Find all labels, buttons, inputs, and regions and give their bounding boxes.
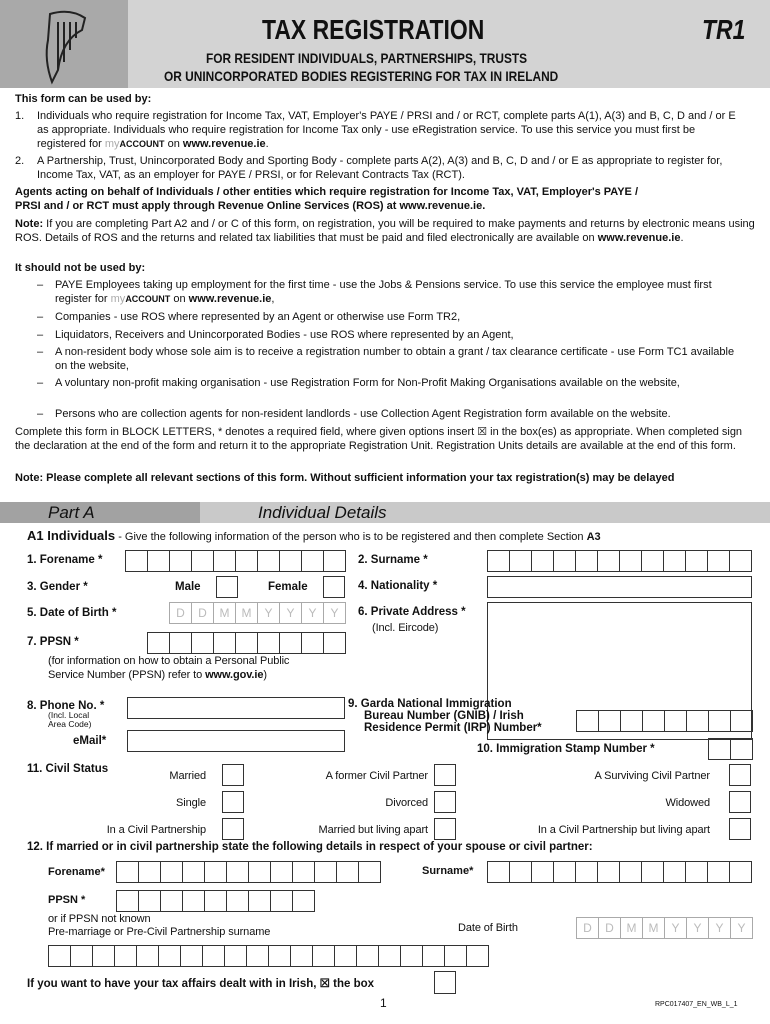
- gnib-line-2: Bureau Number (GNIB) / Irish: [364, 710, 524, 722]
- date-cell[interactable]: M: [621, 918, 643, 938]
- irish-checkbox[interactable]: [434, 971, 456, 994]
- part-label: Part A: [48, 503, 95, 522]
- date-cell[interactable]: D: [577, 918, 599, 938]
- civil-status-option-label: Divorced: [385, 797, 428, 809]
- character-cell[interactable]: [205, 891, 227, 911]
- instructions: Complete this form in BLOCK LETTERS, * denotes a required field, where given options insert ☒ in the box(es) as appropriate. When completed sign the declaration at the end of the form and return it to the appropriate Registration Unit. Registration Units details are available at the end of this form.: [15, 426, 743, 452]
- spouse-ppsn-input[interactable]: [116, 890, 315, 912]
- gnib-input[interactable]: [576, 710, 753, 732]
- ppsn-info-1: (for information on how to obtain a Personal Public: [48, 655, 290, 667]
- character-cell[interactable]: [161, 862, 183, 882]
- character-cell[interactable]: [598, 862, 620, 882]
- character-cell[interactable]: [170, 633, 192, 653]
- item-number: 1.: [15, 110, 25, 122]
- not-used-item-2: [37, 310, 745, 324]
- form-code: TR1: [702, 14, 746, 45]
- character-cell[interactable]: [708, 862, 730, 882]
- subtitle-line-2: OR UNINCORPORATED BODIES REGISTERING FOR TAX IN IRELAND: [164, 68, 559, 84]
- civil-status-checkbox[interactable]: [434, 764, 456, 786]
- character-cell[interactable]: [379, 946, 401, 966]
- item-text: A Partnership, Trust, Unincorporated Body and Sporting Body - complete parts A(2), A(3) and B, C, D and / or E as appropriate to register for, Income Tax, VAT, as an employer for PAYE / PRSI, or for Relevant Contracts Tax (RCT).: [37, 155, 723, 181]
- spouse-alt-1: or if PPSN not known: [48, 913, 151, 925]
- character-cell[interactable]: [665, 711, 687, 731]
- character-cell[interactable]: [620, 551, 642, 571]
- character-cell[interactable]: [247, 946, 269, 966]
- item-number: 2.: [15, 155, 25, 167]
- civil-status-option-label: A Surviving Civil Partner: [594, 770, 710, 782]
- item-text: Companies - use ROS where represented by an Agent or otherwise use Form TR2,: [55, 311, 461, 323]
- character-cell[interactable]: [236, 633, 258, 653]
- character-cell[interactable]: [324, 551, 346, 571]
- forename-input[interactable]: [125, 550, 346, 572]
- account-text: ACCOUNT: [125, 294, 171, 304]
- email-input[interactable]: [127, 730, 345, 752]
- part-a-label-bg: [0, 502, 200, 523]
- character-cell[interactable]: [423, 946, 445, 966]
- civil-status-checkbox[interactable]: [222, 818, 244, 840]
- used-by-heading: This form can be used by:: [15, 93, 152, 105]
- character-cell[interactable]: [488, 862, 510, 882]
- item-text: Individuals who require registration for Income Tax, VAT, Employer's PAYE / PRSI and / or RCT, complete parts A(1), A(3) and B, C, D and / or E as appropriate. Individuals who require registration for Income Tax only - use eRegistration service. To use this service you must first be registered for: [37, 110, 736, 150]
- comma: ,: [271, 293, 275, 305]
- not-used-item-5: [37, 376, 735, 390]
- email-label: eMail*: [73, 735, 107, 747]
- civil-status-option-label: Widowed: [665, 797, 710, 809]
- character-cell[interactable]: [467, 946, 489, 966]
- male-label: Male: [175, 581, 201, 593]
- character-cell[interactable]: [249, 862, 271, 882]
- character-cell[interactable]: [139, 891, 161, 911]
- character-cell[interactable]: [598, 551, 620, 571]
- date-cell[interactable]: Y: [302, 603, 324, 623]
- character-cell[interactable]: [293, 862, 315, 882]
- a1-section: A3: [586, 531, 601, 543]
- character-cell[interactable]: [126, 551, 148, 571]
- item-text: A non-resident body whose sole aim is to receive a registration number to obtain a grant / tax clearance certificate - use Form TC1 available on the website,: [55, 346, 735, 372]
- character-cell[interactable]: [258, 551, 280, 571]
- character-cell[interactable]: [664, 862, 686, 882]
- surname-label: 2. Surname *: [358, 554, 428, 566]
- date-cell[interactable]: Y: [258, 603, 280, 623]
- character-cell[interactable]: [302, 551, 324, 571]
- phone-note: [48, 711, 91, 729]
- phone-input[interactable]: [127, 697, 345, 719]
- not-used-item-3: [37, 328, 745, 342]
- character-cell[interactable]: [620, 862, 642, 882]
- civil-status-option-label: In a Civil Partnership: [106, 824, 206, 836]
- account-text: ACCOUNT: [119, 139, 165, 149]
- character-cell[interactable]: [708, 551, 730, 571]
- on-text: on: [164, 138, 183, 150]
- date-cell[interactable]: Y: [731, 918, 753, 938]
- character-cell[interactable]: [324, 633, 346, 653]
- item-text: Liquidators, Receivers and Unincorporated Bodies - use ROS where represented by an Agent,: [55, 329, 514, 341]
- character-cell[interactable]: [642, 551, 664, 571]
- character-cell[interactable]: [205, 862, 227, 882]
- character-cell[interactable]: [148, 633, 170, 653]
- ppsn-info-text: Service Number (PPSN) refer to: [48, 669, 206, 681]
- character-cell[interactable]: [730, 862, 752, 882]
- character-cell[interactable]: [577, 711, 599, 731]
- character-cell[interactable]: [488, 551, 510, 571]
- character-cell[interactable]: [709, 711, 731, 731]
- character-cell[interactable]: [532, 551, 554, 571]
- spouse-dob-label: Date of Birth: [458, 922, 518, 934]
- date-cell[interactable]: D: [170, 603, 192, 623]
- gnib-label: [348, 698, 542, 734]
- used-by-item-1: [15, 109, 742, 151]
- item-text: Persons who are collection agents for non-resident landlords - use Collection Agent Registration form available on the website.: [55, 408, 671, 420]
- character-cell[interactable]: [643, 711, 665, 731]
- dash: –: [37, 329, 44, 341]
- character-cell[interactable]: [731, 711, 753, 731]
- character-cell[interactable]: [139, 862, 161, 882]
- dot: .: [680, 232, 684, 244]
- form-reference-code: RPC017407_EN_WB_L_1: [655, 1001, 738, 1008]
- civil-status-checkbox[interactable]: [729, 818, 751, 840]
- not-used-item-4: [37, 345, 745, 373]
- character-cell[interactable]: [280, 633, 302, 653]
- civil-status-checkbox[interactable]: [729, 791, 751, 813]
- character-cell[interactable]: [445, 946, 467, 966]
- phone-note-1: (Incl. Local: [48, 710, 90, 720]
- form-title: TAX REGISTRATION: [262, 14, 485, 45]
- character-cell[interactable]: [686, 862, 708, 882]
- part-title: Individual Details: [258, 503, 387, 522]
- agents-notice: Agents acting on behalf of Individuals / other entities which require registration for Income Tax, VAT, Employer's PAYE / PRSI and / or RCT must apply through Revenue Online Services (ROS) at www.revenue.ie.: [15, 186, 639, 212]
- civil-status-option-label: In a Civil Partnership but living apart: [537, 824, 710, 836]
- character-cell[interactable]: [576, 551, 598, 571]
- dash: –: [37, 408, 44, 420]
- on-text: on: [170, 293, 189, 305]
- nationality-label: 4. Nationality *: [358, 580, 438, 592]
- stamp-label: 10. Immigration Stamp Number *: [477, 743, 655, 755]
- character-cell[interactable]: [554, 862, 576, 882]
- form-header: [0, 0, 770, 88]
- revenue-link[interactable]: www.revenue.ie: [188, 293, 272, 305]
- civil-status-option-label: Single: [176, 797, 206, 809]
- civil-status-checkbox[interactable]: [729, 764, 751, 786]
- character-cell[interactable]: [510, 551, 532, 571]
- character-cell[interactable]: [291, 946, 313, 966]
- phone-label: 8. Phone No. *: [27, 700, 105, 712]
- dob-label: 5. Date of Birth *: [27, 607, 117, 619]
- spouse-heading: 12. If married or in civil partnership state the following details in respect of your spouse or civil partner:: [27, 841, 593, 853]
- character-cell[interactable]: [271, 862, 293, 882]
- date-cell[interactable]: Y: [324, 603, 346, 623]
- civil-status-checkbox[interactable]: [434, 818, 456, 840]
- dash: –: [37, 279, 44, 291]
- character-cell[interactable]: [236, 551, 258, 571]
- ppsn-input[interactable]: [147, 632, 346, 654]
- character-cell[interactable]: [269, 946, 291, 966]
- character-cell[interactable]: [137, 946, 159, 966]
- gov-link[interactable]: www.gov.ie: [205, 669, 264, 681]
- character-cell[interactable]: [576, 862, 598, 882]
- revenue-link[interactable]: www.revenue.ie: [182, 138, 266, 150]
- date-cell[interactable]: D: [192, 603, 214, 623]
- spouse-forename-input[interactable]: [116, 861, 381, 883]
- character-cell[interactable]: [293, 891, 315, 911]
- character-cell[interactable]: [687, 711, 709, 731]
- dot: .: [265, 138, 269, 150]
- character-cell[interactable]: [214, 633, 236, 653]
- character-cell[interactable]: [554, 551, 576, 571]
- civil-status-option-label: Married but living apart: [318, 824, 428, 836]
- character-cell[interactable]: [192, 633, 214, 653]
- address-label: 6. Private Address *: [358, 606, 466, 618]
- date-cell[interactable]: Y: [280, 603, 302, 623]
- harp-icon: [0, 0, 128, 88]
- ppsn-info-2: [48, 668, 267, 682]
- nationality-input[interactable]: [487, 576, 752, 598]
- irish-label: If you want to have your tax affairs dealt with in Irish, ☒ the box: [27, 978, 375, 990]
- gnib-line-1: 9. Garda National Immigration: [348, 698, 512, 710]
- date-cell[interactable]: D: [599, 918, 621, 938]
- subtitle-line-1: FOR RESIDENT INDIVIDUALS, PARTNERSHIPS, TRUSTS: [206, 50, 528, 66]
- date-cell[interactable]: Y: [709, 918, 731, 938]
- my-text: my: [104, 138, 120, 150]
- gender-label: 3. Gender *: [27, 581, 88, 593]
- character-cell[interactable]: [49, 946, 71, 966]
- character-cell[interactable]: [731, 739, 753, 759]
- character-cell[interactable]: [183, 891, 205, 911]
- character-cell[interactable]: [249, 891, 271, 911]
- character-cell[interactable]: [313, 946, 335, 966]
- character-cell[interactable]: [93, 946, 115, 966]
- character-cell[interactable]: [225, 946, 247, 966]
- not-used-item-1: [37, 278, 745, 306]
- gnib-line-3: Residence Permit (IRP) Number*: [364, 722, 542, 734]
- dob-input[interactable]: [169, 602, 346, 624]
- ppsn-label: 7. PPSN *: [27, 636, 79, 648]
- note-delayed: Note: Please complete all relevant sections of this form. Without sufficient information your tax registration(s) may be delayed: [15, 472, 675, 484]
- a1-title: A1 Individuals: [27, 528, 116, 543]
- character-cell[interactable]: [401, 946, 423, 966]
- character-cell[interactable]: [510, 862, 532, 882]
- character-cell[interactable]: [159, 946, 181, 966]
- date-cell[interactable]: M: [214, 603, 236, 623]
- character-cell[interactable]: [117, 862, 139, 882]
- character-cell[interactable]: [357, 946, 379, 966]
- character-cell[interactable]: [621, 711, 643, 731]
- page-number: 1: [380, 996, 387, 1010]
- date-cell[interactable]: Y: [687, 918, 709, 938]
- civil-status-checkbox[interactable]: [222, 764, 244, 786]
- harp-logo: [0, 0, 128, 88]
- character-cell[interactable]: [686, 551, 708, 571]
- phone-note-2: Area Code): [48, 719, 92, 729]
- civil-status-label: 11. Civil Status: [27, 763, 109, 775]
- character-cell[interactable]: [161, 891, 183, 911]
- spouse-premarriage-surname-input[interactable]: [48, 945, 489, 967]
- a1-desc: - Give the following information of the person who is to be registered and then complete Section: [115, 531, 587, 543]
- character-cell[interactable]: [599, 711, 621, 731]
- character-cell[interactable]: [115, 946, 137, 966]
- item-text: PAYE Employees taking up employment for the first time - use the Jobs & Pensions service. To use this service the employee must first register for: [55, 279, 712, 305]
- spouse-alt-2: Pre-marriage or Pre-Civil Partnership surname: [48, 926, 271, 938]
- used-by-item-2: [15, 154, 742, 182]
- character-cell[interactable]: [359, 862, 381, 882]
- character-cell[interactable]: [335, 946, 357, 966]
- character-cell[interactable]: [227, 862, 249, 882]
- spouse-ppsn-label: PPSN *: [48, 894, 86, 906]
- date-cell[interactable]: Y: [665, 918, 687, 938]
- female-checkbox[interactable]: [323, 576, 345, 598]
- note-text: If you are completing Part A2 and / or C of this form, on registration, you will be required to make payments and returns by electronic means using ROS. Details of ROS and the returns and related tax liabilities that must be paid and filed electronically are available on: [15, 218, 755, 244]
- civil-status-option-label: A former Civil Partner: [325, 770, 428, 782]
- character-cell[interactable]: [271, 891, 293, 911]
- character-cell[interactable]: [315, 862, 337, 882]
- not-used-heading: It should not be used by:: [15, 262, 146, 274]
- my-text: my: [110, 293, 126, 305]
- spouse-surname-label: Surname*: [422, 865, 474, 877]
- character-cell[interactable]: [532, 862, 554, 882]
- spouse-forename-label: Forename*: [48, 866, 105, 878]
- character-cell[interactable]: [117, 891, 139, 911]
- character-cell[interactable]: [192, 551, 214, 571]
- character-cell[interactable]: [227, 891, 249, 911]
- character-cell[interactable]: [148, 551, 170, 571]
- character-cell[interactable]: [337, 862, 359, 882]
- item-text: A voluntary non-profit making organisation - use Registration Form for Non-Profit Making Organisations available on the website,: [55, 377, 680, 389]
- paren: ): [263, 669, 267, 681]
- note-label: Note:: [15, 218, 44, 230]
- address-note: (Incl. Eircode): [372, 622, 439, 634]
- character-cell[interactable]: [183, 862, 205, 882]
- surname-input[interactable]: [487, 550, 752, 572]
- character-cell[interactable]: [181, 946, 203, 966]
- date-cell[interactable]: M: [643, 918, 665, 938]
- character-cell[interactable]: [71, 946, 93, 966]
- stamp-input[interactable]: [708, 738, 753, 760]
- character-cell[interactable]: [730, 551, 752, 571]
- spouse-dob-input[interactable]: [576, 917, 753, 939]
- civil-status-option-label: Married: [169, 770, 206, 782]
- character-cell[interactable]: [170, 551, 192, 571]
- female-label: Female: [268, 581, 308, 593]
- civil-status-checkbox[interactable]: [434, 791, 456, 813]
- a1-heading: [27, 528, 601, 543]
- part-a-bar: [0, 502, 770, 523]
- male-checkbox[interactable]: [216, 576, 238, 598]
- character-cell[interactable]: [214, 551, 236, 571]
- dash: –: [37, 311, 44, 323]
- character-cell[interactable]: [664, 551, 686, 571]
- date-cell[interactable]: M: [236, 603, 258, 623]
- revenue-link[interactable]: www.revenue.ie: [597, 232, 681, 244]
- spouse-surname-input[interactable]: [487, 861, 752, 883]
- not-used-item-6: [37, 407, 755, 421]
- character-cell[interactable]: [709, 739, 731, 759]
- character-cell[interactable]: [203, 946, 225, 966]
- dash: –: [37, 346, 44, 358]
- character-cell[interactable]: [642, 862, 664, 882]
- forename-label: 1. Forename *: [27, 554, 103, 566]
- character-cell[interactable]: [302, 633, 324, 653]
- dash: –: [37, 377, 44, 389]
- character-cell[interactable]: [280, 551, 302, 571]
- note-ros: [15, 217, 755, 245]
- civil-status-checkbox[interactable]: [222, 791, 244, 813]
- character-cell[interactable]: [258, 633, 280, 653]
